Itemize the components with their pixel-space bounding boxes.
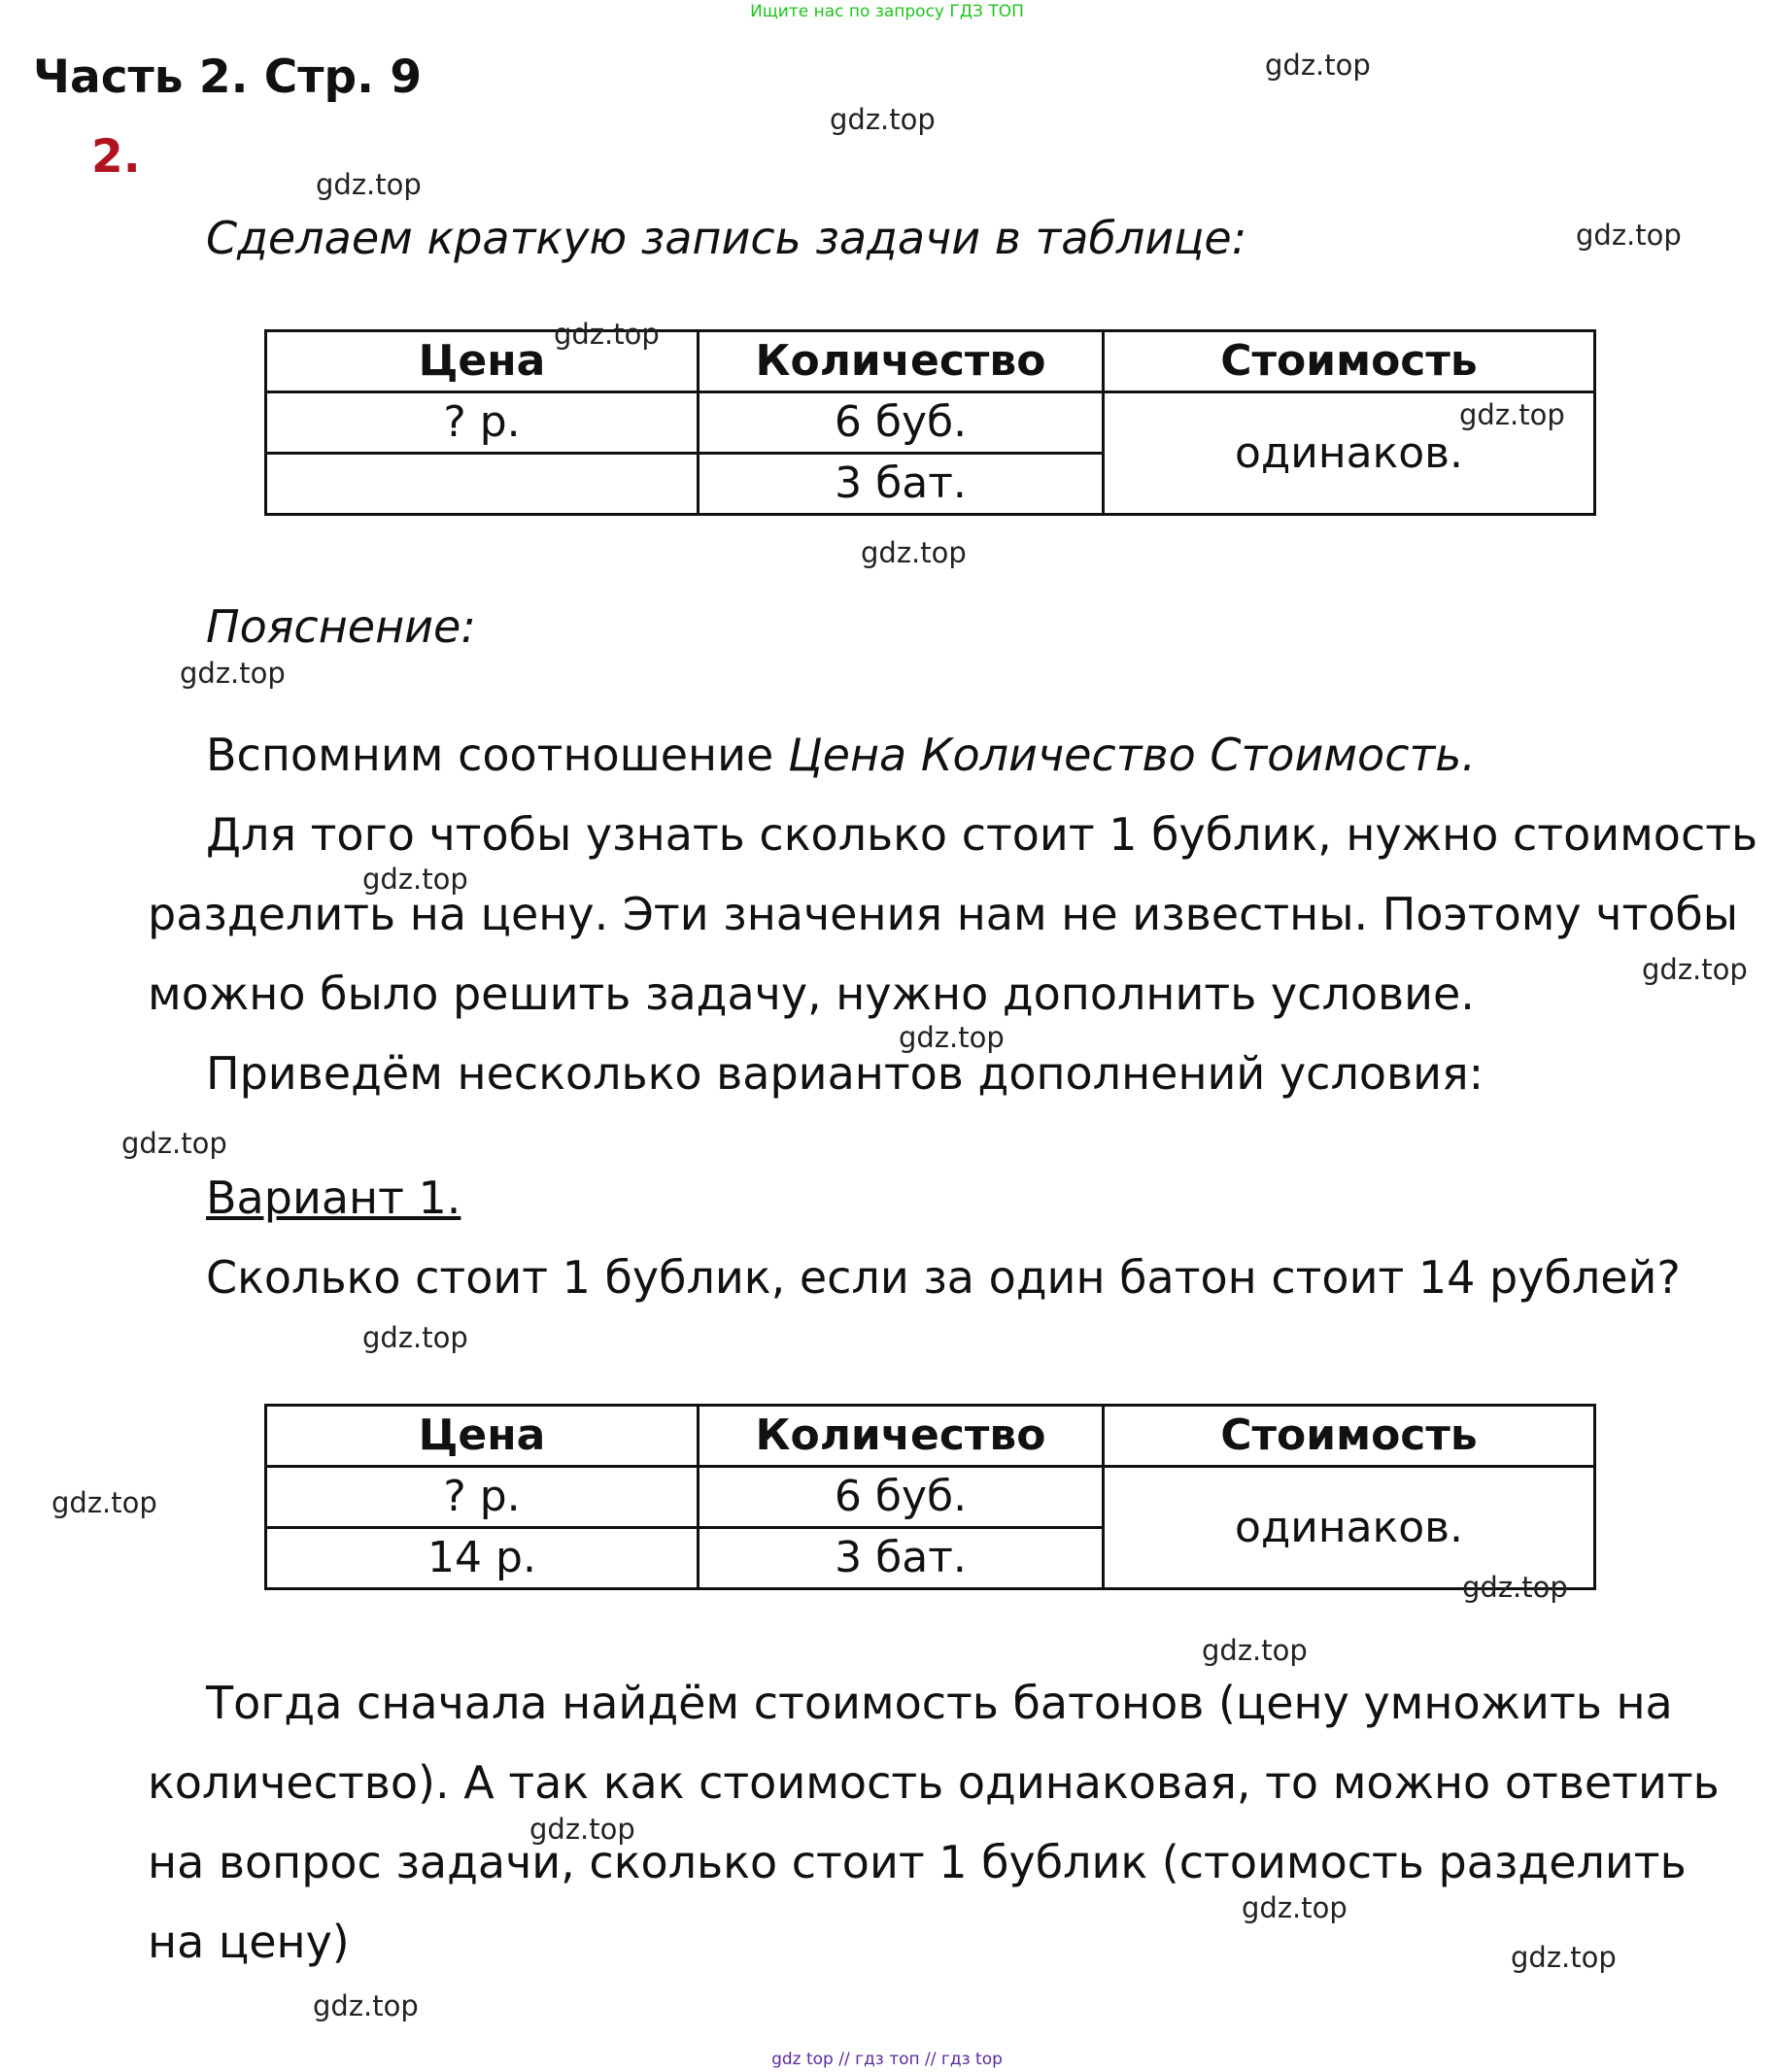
- watermark: gdz.top: [529, 1813, 635, 1846]
- watermark: gdz.top: [899, 1021, 1005, 1054]
- summary-table-2: [264, 1404, 1596, 1590]
- page-heading: Часть 2. Стр. 9: [33, 51, 423, 104]
- price-cell: [266, 454, 699, 515]
- table-row: [266, 392, 1595, 454]
- watermark: gdz.top: [51, 1486, 157, 1519]
- top-note: Ищите нас по запросу ГДЗ ТОП: [750, 2, 1024, 21]
- watermark: gdz.top: [1511, 1941, 1617, 1974]
- watermark: gdz.top: [830, 103, 936, 136]
- quantity-cell: 6 буб.: [699, 392, 1104, 454]
- paragraph-line: разделить на цену. Эти значения нам не известны. Поэтому чтобы: [148, 888, 1739, 940]
- bottom-note: gdz top // гдз топ // гдз top: [771, 2050, 1003, 2069]
- watermark: gdz.top: [554, 318, 660, 351]
- watermark: gdz.top: [1462, 1571, 1568, 1604]
- watermark: gdz.top: [180, 657, 286, 690]
- quantity-cell: 6 буб.: [699, 1467, 1104, 1528]
- header-quantity: Количество: [699, 1406, 1104, 1467]
- task-number: 2.: [91, 130, 141, 184]
- paragraph-line: количество). А так как стоимость одинаковая, то можно ответить: [148, 1756, 1720, 1809]
- watermark: gdz.top: [313, 1989, 419, 2022]
- price-cell: ? р.: [266, 392, 699, 454]
- table-header-row: [266, 331, 1595, 392]
- variant-question: Сколько стоит 1 бублик, если за один батон стоит 14 рублей?: [206, 1251, 1681, 1304]
- watermark: gdz.top: [362, 863, 468, 896]
- quantity-cell: 3 бат.: [699, 1528, 1104, 1589]
- cost-cell: одинаков.: [1104, 1467, 1595, 1589]
- watermark: gdz.top: [1576, 219, 1682, 252]
- table-header-row: [266, 1406, 1595, 1467]
- watermark: gdz.top: [1459, 398, 1565, 431]
- price-cell: ? р.: [266, 1467, 699, 1528]
- table-row: [266, 1467, 1595, 1528]
- header-cost: Стоимость: [1104, 1406, 1595, 1467]
- relation-text: Вспомним соотношение: [206, 729, 788, 781]
- price-cell: 14 р.: [266, 1528, 699, 1589]
- watermark: gdz.top: [1202, 1634, 1308, 1667]
- paragraph-line: можно было решить задачу, нужно дополнить условие.: [148, 968, 1475, 1020]
- summary-table-1: [264, 329, 1596, 516]
- header-quantity: Количество: [699, 331, 1104, 392]
- watermark: gdz.top: [1642, 953, 1748, 986]
- paragraph-line: Для того чтобы узнать сколько стоит 1 бублик, нужно стоимость: [206, 808, 1758, 861]
- paragraph-line: на цену): [148, 1916, 350, 1968]
- watermark: gdz.top: [861, 536, 967, 569]
- intro-text: Сделаем краткую запись задачи в таблице:: [206, 212, 1247, 264]
- relation-formula: Цена Количество Стоимость.: [787, 729, 1477, 781]
- explanation-title: Пояснение:: [206, 600, 476, 653]
- header-cost: Стоимость: [1104, 331, 1595, 392]
- watermark: gdz.top: [1265, 49, 1371, 82]
- watermark: gdz.top: [316, 168, 422, 201]
- paragraph-line: Тогда сначала найдём стоимость батонов (цену умножить на: [206, 1677, 1673, 1729]
- quantity-cell: 3 бат.: [699, 454, 1104, 515]
- paragraph-relation: [206, 729, 1476, 781]
- watermark: gdz.top: [1242, 1891, 1348, 1924]
- cost-cell: одинаков.: [1104, 392, 1595, 515]
- watermark: gdz.top: [121, 1127, 227, 1160]
- paragraph-line: на вопрос задачи, сколько стоит 1 бублик (стоимость разделить: [148, 1836, 1687, 1888]
- watermark: gdz.top: [362, 1321, 468, 1354]
- header-price: Цена: [266, 331, 699, 392]
- paragraph-line: Приведём несколько вариантов дополнений условия:: [206, 1047, 1484, 1100]
- header-price: Цена: [266, 1406, 699, 1467]
- variant-title: Вариант 1.: [206, 1172, 461, 1224]
